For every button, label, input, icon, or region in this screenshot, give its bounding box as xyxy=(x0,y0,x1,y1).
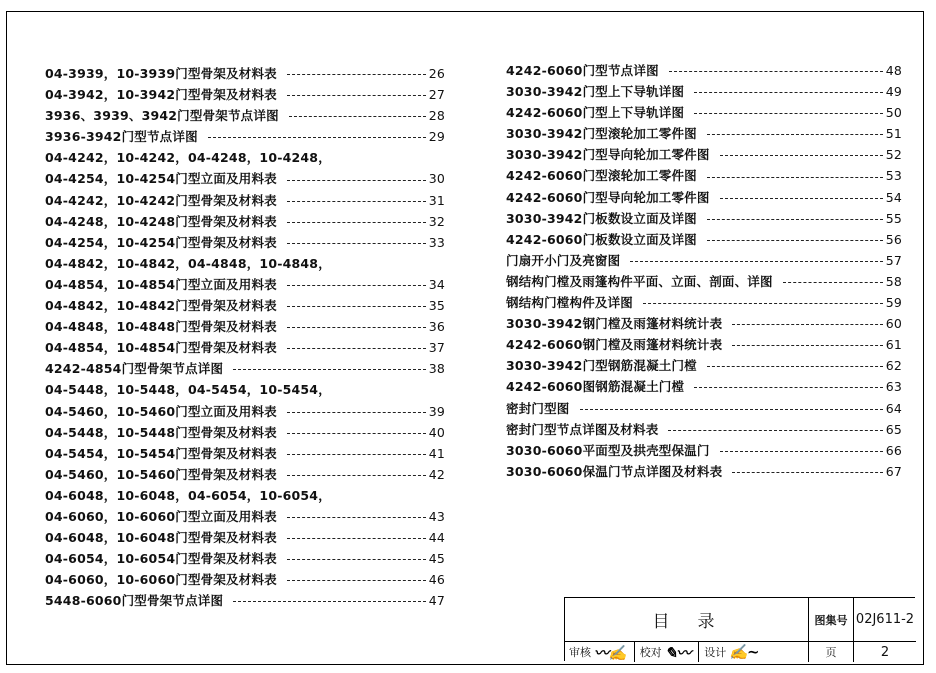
divider xyxy=(634,642,635,662)
checker-signature: ✎〰 xyxy=(664,643,691,662)
leader-dashes xyxy=(287,243,426,244)
toc-entry-page: 35 xyxy=(428,298,445,314)
leader-dashes xyxy=(732,345,882,346)
leader-dashes xyxy=(287,538,426,539)
atlas-number-value: 02J611-2 xyxy=(854,598,916,642)
toc-entry xyxy=(506,144,902,165)
toc-entry-page: 28 xyxy=(428,108,445,124)
toc-entry xyxy=(45,569,445,590)
toc-entry-page: 37 xyxy=(428,340,445,356)
toc-right-column xyxy=(506,60,902,482)
toc-entry-title: 04-4854，10-4854门型骨架及材料表 xyxy=(45,340,277,356)
toc-entry-title: 4242-6060门型导向轮加工零件图 xyxy=(506,189,710,205)
toc-entry-page: 45 xyxy=(428,551,445,567)
toc-entry-page: 31 xyxy=(428,192,445,208)
toc-entry xyxy=(506,250,902,271)
leader-dashes xyxy=(287,454,426,455)
design-label: 设计 xyxy=(704,646,727,659)
approval-row xyxy=(565,642,809,662)
toc-entry xyxy=(506,376,902,397)
leader-dashes xyxy=(732,324,882,325)
leader-dashes xyxy=(233,369,426,370)
toc-entry xyxy=(45,63,445,84)
leader-dashes xyxy=(287,95,426,96)
divider xyxy=(698,642,699,662)
toc-entry xyxy=(506,398,902,419)
toc-entry xyxy=(45,126,445,147)
toc-entry-page: 39 xyxy=(428,403,445,419)
toc-entry-title: 04-5448，10-5448门型骨架及材料表 xyxy=(45,424,277,440)
toc-entry-title: 4242-6060图钢筋混凝土门樘 xyxy=(506,379,685,395)
toc-entry-page: 65 xyxy=(885,421,902,437)
toc-entry-page: 53 xyxy=(885,168,902,184)
toc-entry-title: 04-5460，10-5460门型立面及用料表 xyxy=(45,403,277,419)
leader-dashes xyxy=(287,222,426,223)
toc-entry xyxy=(506,229,902,250)
leader-dashes xyxy=(289,116,426,117)
toc-entry-title: 04-6048，10-6048，04-6054，10-6054， xyxy=(45,487,331,503)
toc-entry-page: 57 xyxy=(885,252,902,268)
toc-entry-title: 04-4842，10-4842门型骨架及材料表 xyxy=(45,298,277,314)
toc-entry xyxy=(45,190,445,211)
title-block xyxy=(564,597,915,661)
leader-dashes xyxy=(720,451,883,452)
toc-entry-title: 门扇开小门及亮窗图 xyxy=(506,252,621,268)
toc-entry-page: 63 xyxy=(885,379,902,395)
leader-dashes xyxy=(287,306,426,307)
toc-entry-page: 34 xyxy=(428,276,445,292)
toc-entry xyxy=(45,527,445,548)
toc-entry-page: 26 xyxy=(428,66,445,81)
leader-dashes xyxy=(287,517,426,518)
toc-entry xyxy=(45,379,445,400)
leader-dashes xyxy=(707,134,883,135)
toc-entry-title: 3030-3942门型滚轮加工零件图 xyxy=(506,126,697,142)
toc-entry-page: 42 xyxy=(428,466,445,482)
toc-entry-page: 56 xyxy=(885,231,902,247)
toc-entry-page: 52 xyxy=(885,147,902,163)
toc-entry-title: 04-4842，10-4842，04-4848，10-4848， xyxy=(45,255,331,271)
leader-dashes xyxy=(707,240,883,241)
toc-entry-title: 04-4242，10-4242门型骨架及材料表 xyxy=(45,192,277,208)
toc-entry xyxy=(45,590,445,611)
toc-entry-title: 3030-3942门型上下导轨详图 xyxy=(506,84,685,100)
toc-entry-title: 04-3942，10-3942门型骨架及材料表 xyxy=(45,87,277,103)
toc-entry xyxy=(45,506,445,527)
toc-entry-title: 3936、3939、3942门型骨架节点详图 xyxy=(45,108,279,124)
toc-entry-page: 27 xyxy=(428,87,445,103)
toc-entry-title: 04-5454，10-5454门型骨架及材料表 xyxy=(45,445,277,461)
toc-entry-title: 钢结构门樘及雨篷构件平面、立面、剖面、详图 xyxy=(506,273,773,289)
toc-entry-title: 3030-3942门型钢筋混凝土门樘 xyxy=(506,358,697,374)
toc-entry-page: 62 xyxy=(885,358,902,374)
toc-entry-title: 3030-6060平面型及拱壳型保温门 xyxy=(506,442,710,458)
toc-entry-page: 32 xyxy=(428,213,445,229)
toc-entry-title: 4242-4854门型骨架节点详图 xyxy=(45,361,224,377)
toc-entry-page: 44 xyxy=(428,530,445,546)
leader-dashes xyxy=(720,198,883,199)
toc-entry-page: 59 xyxy=(885,295,902,311)
toc-entry-page: 40 xyxy=(428,424,445,440)
toc-entry-title: 4242-6060钢门樘及雨篷材料统计表 xyxy=(506,337,723,353)
toc-entry-title: 3030-3942钢门樘及雨篷材料统计表 xyxy=(506,316,723,332)
toc-entry xyxy=(45,105,445,126)
toc-entry xyxy=(45,295,445,316)
toc-entry xyxy=(506,208,902,229)
toc-entry-page: 60 xyxy=(885,316,902,332)
toc-entry-title: 5448-6060门型骨架节点详图 xyxy=(45,593,224,609)
toc-entry xyxy=(45,232,445,253)
toc-entry-title: 3030-3942门板数设立面及详图 xyxy=(506,210,697,226)
toc-entry xyxy=(506,313,902,334)
leader-dashes xyxy=(630,261,882,262)
toc-entry-page: 30 xyxy=(428,171,445,187)
toc-entry xyxy=(506,60,902,81)
leader-dashes xyxy=(643,303,883,304)
leader-dashes xyxy=(287,412,426,413)
toc-left-column xyxy=(45,63,445,611)
check-label: 校对 xyxy=(639,646,662,659)
toc-entry-title: 4242-6060门型滚轮加工零件图 xyxy=(506,168,697,184)
toc-entry xyxy=(45,84,445,105)
toc-entry xyxy=(506,334,902,355)
leader-dashes xyxy=(783,282,883,283)
toc-entry-page: 33 xyxy=(428,234,445,250)
toc-entry xyxy=(45,211,445,232)
toc-entry xyxy=(45,485,445,506)
leader-dashes xyxy=(707,366,883,367)
toc-entry xyxy=(45,274,445,295)
toc-entry xyxy=(45,443,445,464)
toc-entry xyxy=(506,187,902,208)
page-label: 页 xyxy=(809,642,854,662)
toc-entry-title: 04-6054，10-6054门型骨架及材料表 xyxy=(45,551,277,567)
leader-dashes xyxy=(287,285,426,286)
toc-entry-page: 55 xyxy=(885,210,902,226)
leader-dashes xyxy=(287,580,426,581)
toc-entry-page: 38 xyxy=(428,361,445,377)
toc-entry xyxy=(45,253,445,274)
toc-entry xyxy=(506,419,902,440)
toc-entry xyxy=(45,337,445,358)
toc-entry xyxy=(506,355,902,376)
toc-entry xyxy=(45,316,445,337)
toc-entry xyxy=(506,123,902,144)
toc-entry-title: 04-4248，10-4248门型骨架及材料表 xyxy=(45,213,277,229)
toc-entry xyxy=(45,168,445,189)
toc-entry-page: 67 xyxy=(885,463,902,479)
toc-entry-title: 3030-6060保温门节点详图及材料表 xyxy=(506,463,723,479)
toc-entry-page: 58 xyxy=(885,273,902,289)
toc-entry-page: 61 xyxy=(885,337,902,353)
toc-entry-title: 密封门型节点详图及材料表 xyxy=(506,421,659,437)
toc-entry-title: 04-4854，10-4854门型立面及用料表 xyxy=(45,276,277,292)
leader-dashes xyxy=(287,180,426,181)
toc-entry-page: 47 xyxy=(428,593,445,609)
leader-dashes xyxy=(694,113,883,114)
toc-entry xyxy=(506,81,902,102)
toc-entry-title: 04-4848，10-4848门型骨架及材料表 xyxy=(45,319,277,335)
leader-dashes xyxy=(694,387,883,388)
toc-entry-title: 钢结构门樘构件及详图 xyxy=(506,295,634,311)
leader-dashes xyxy=(287,433,426,434)
toc-entry-title: 04-3939，10-3939门型骨架及材料表 xyxy=(45,66,277,81)
leader-dashes xyxy=(732,472,882,473)
toc-entry xyxy=(506,440,902,461)
toc-entry xyxy=(45,358,445,379)
toc-entry-page: 64 xyxy=(885,400,902,416)
leader-dashes xyxy=(208,137,426,138)
toc-entry-title: 04-4242，10-4242，04-4248，10-4248， xyxy=(45,150,331,166)
toc-entry-page: 46 xyxy=(428,572,445,588)
toc-entry-page: 66 xyxy=(885,442,902,458)
toc-entry-title: 04-5460，10-5460门型骨架及材料表 xyxy=(45,466,277,482)
toc-entry xyxy=(506,292,902,313)
toc-entry-title: 04-6048，10-6048门型骨架及材料表 xyxy=(45,530,277,546)
toc-entry-page: 51 xyxy=(885,126,902,142)
toc-entry-page: 48 xyxy=(885,63,902,78)
toc-entry xyxy=(506,461,902,482)
leader-dashes xyxy=(287,559,426,560)
leader-dashes xyxy=(707,177,883,178)
toc-entry xyxy=(506,165,902,186)
toc-entry xyxy=(45,422,445,443)
toc-entry-title: 04-4254，10-4254门型骨架及材料表 xyxy=(45,234,277,250)
toc-entry xyxy=(45,464,445,485)
title-block-title: 目录 xyxy=(565,598,809,642)
toc-entry xyxy=(45,147,445,168)
toc-entry xyxy=(45,401,445,422)
leader-dashes xyxy=(287,348,426,349)
leader-dashes xyxy=(668,430,882,431)
leader-dashes xyxy=(694,92,883,93)
atlas-number-label: 图集号 xyxy=(809,598,854,642)
leader-dashes xyxy=(580,409,883,410)
designer-signature: ✍~ xyxy=(729,643,759,661)
toc-entry-page: 54 xyxy=(885,189,902,205)
leader-dashes xyxy=(720,155,883,156)
leader-dashes xyxy=(287,475,426,476)
review-label: 审核 xyxy=(569,646,591,659)
toc-entry-title: 04-6060，10-6060门型骨架及材料表 xyxy=(45,572,277,588)
toc-entry-title: 3936-3942门型节点详图 xyxy=(45,129,198,145)
toc-entry-title: 04-6060，10-6060门型立面及用料表 xyxy=(45,508,277,524)
leader-dashes xyxy=(233,601,426,602)
toc-entry-page: 29 xyxy=(428,129,445,145)
toc-entry-title: 3030-3942门型导向轮加工零件图 xyxy=(506,147,710,163)
leader-dashes xyxy=(287,201,426,202)
toc-entry-title: 密封门型图 xyxy=(506,400,570,416)
leader-dashes xyxy=(287,327,426,328)
toc-entry-page: 43 xyxy=(428,508,445,524)
page-number: 2 xyxy=(880,644,890,660)
toc-entry-title: 4242-6060门型上下导轨详图 xyxy=(506,105,685,121)
toc-entry-page: 41 xyxy=(428,445,445,461)
toc-entry-title: 04-5448，10-5448，04-5454，10-5454， xyxy=(45,382,331,398)
toc-entry-title: 4242-6060门型节点详图 xyxy=(506,63,659,78)
leader-dashes xyxy=(707,219,883,220)
toc-entry xyxy=(45,548,445,569)
toc-entry-page: 50 xyxy=(885,105,902,121)
toc-entry-page: 49 xyxy=(885,84,902,100)
reviewer-signature: 〰✍ xyxy=(594,643,626,662)
leader-dashes xyxy=(669,71,883,72)
toc-entry xyxy=(506,271,902,292)
toc-entry-page: 36 xyxy=(428,319,445,335)
toc-entry-title: 04-4254，10-4254门型立面及用料表 xyxy=(45,171,277,187)
toc-entry xyxy=(506,102,902,123)
leader-dashes xyxy=(287,74,426,75)
toc-entry-title: 4242-6060门板数设立面及详图 xyxy=(506,231,697,247)
